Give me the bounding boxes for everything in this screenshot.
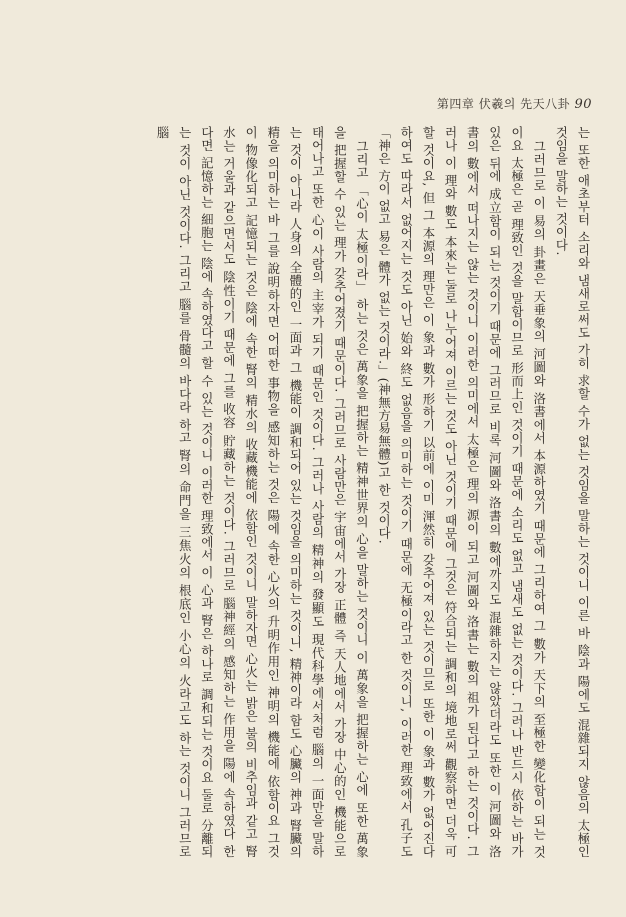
chapter-title: 第四章 伏羲의 先天八卦 <box>436 97 571 111</box>
vertical-body-text <box>24 126 594 858</box>
paragraph: 는 또한 애초부터 소리와 냄새로써도 가히 求할 수가 없는 것임을 말하는 것이니 이른 바 陰과 陽에도 混雜되지 않음의 太極인 것임을 말하는 것이다. <box>553 126 591 858</box>
paragraph: 그러므로 이 易의 卦畫은 天垂象의 河圖와 洛書에서 本源하였기 때문에 그리하여 그 數가 天下의 至極한 變化함이 되는 것이요 太極은 곧 理致인 것을 말함이므로 形而上인 것이기 때문에 소리도 없고 냄새도 없는 것이다. 그러나 반드시 依하는 바가 있은 뒤에 成立함이 되는 것이기 때문에 그러므로 비록 河圖와 洛書의 數에까지도 混雜하지는 않았더라도 또한 이 河圖와 洛書의 數에서 떠나지는 않는 것이니 이러한 의미에서 太極은 理의 源이 되고 河圖와 洛書는 數의 祖가 된다고 하는 것이다. 그러나 이 理와 數도 本來는 둘로 나누어져 이르는 것도 아닌 것이기 때문에 그것은 符合되는 調和의 境地로써 觀察하면 더욱 可할 것이요, 但 그 本源의 理만은 이 象과 數가 形하기 以前에 이미 渾然히 갖추어져 있는 것이므로 또한 이 象과 數가 없어진다 하여도 따라서 없어지는 것도 아닌 始와 終도 없음을 의미하는 것이기 때문에 无極이라고 한 것이니, 이러한 理致에서 孔子도 「神은 方이 없고 易은 體가 없는 것이라.」(神無方易無體)고 한 것이다. <box>376 126 547 858</box>
page-number: 90 <box>574 97 592 112</box>
running-header <box>437 95 592 112</box>
paragraph: 그리고 「心이 太極이라」 하는 것은 萬象을 把握하는 精神世界의 心을 말하는 것이니 이 萬象을 把握하는 心에 또한 萬象을 把握할 수 있는 理가 갖추어졌기 때문이다. 그러므로 사람만은 宇宙에서 가장 正體 즉 天人地에서 가장 中心的인 機能으로 태어나고 또한 心이 사람의 主宰가 되기 때문인 것이다. 그러나 사람의 精神의 發顯도 現代科學에서처럼 腦의 一面만을 말하는 것이 아니라 人身의 全體的인 一面과 그 機能이 調和되어 있는 것임을 의미하는 것이니, 精神이라 함도 心臟의 神과 腎臟의 精을 의미하는 바 그를 說明하자면 어떠한 事物을 感知하는 것은 陽에 속한 心火의 升明作用인 神明의 機能에 依함이요 그것이 物像化되고 記憶되는 것은 陰에 속한 腎의 精水의 收藏機能에 依함인 것이니 말하자면 心火는 밝은 불의 비추임과 같고 腎水는 거울과 같으면서도 陰性이기 때문에 그를 收容 貯藏하는 것이다. 그러므로 腦神經의 感知하는 作用을 陽에 속하였다 한다면 記憶하는 細胞는 陰에 속하였다고 할 수 있는 것이니 이러한 理致에서 이 心과 腎은 하나로 調和되는 것이요 둘로 分離되는 것이 아닌 것이다. 그리고 腦를 骨髓의 바다라 하고 腎의 命門을 三焦火의 根底인 小心의 火라고도 하는 것이니 그러므로 腦 <box>155 126 370 858</box>
